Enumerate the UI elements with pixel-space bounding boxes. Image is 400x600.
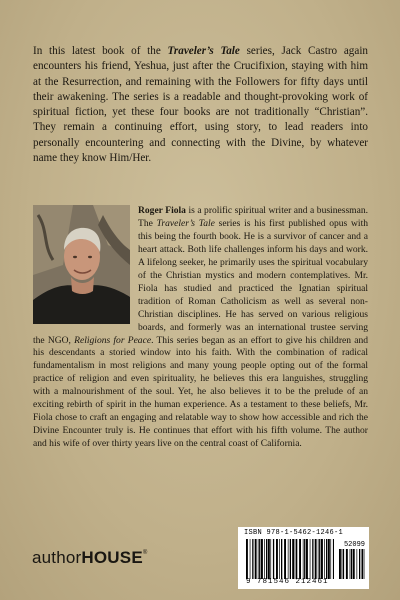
- bio-series-title: Traveler’s Tale: [156, 217, 215, 229]
- barcode-stripe: [259, 539, 260, 579]
- author-photo: [33, 205, 130, 324]
- barcode-stripe: [343, 549, 344, 579]
- publisher-logo-part1: author: [32, 548, 82, 567]
- bio-text: is a prolific spiritual writer and a businessman. The: [138, 205, 368, 229]
- barcode-stripe: [318, 539, 319, 579]
- barcode-stripe: [321, 539, 323, 579]
- barcode-stripe: [295, 539, 296, 579]
- barcode-stripe: [266, 539, 267, 579]
- barcode-stripe: [246, 539, 248, 579]
- barcode-stripe: [292, 539, 294, 579]
- barcode-stripe: [353, 549, 355, 579]
- barcode-stripe: [342, 549, 343, 579]
- barcode-stripe: [339, 549, 341, 579]
- book-blurb: [33, 44, 368, 166]
- price-code: 52099: [343, 541, 365, 549]
- bio-text-3: . This series began as an effort to give his children and his descendants a storied window into his faith. With the combination of radical fundamentalism in most religions and many young people opting out of the formal practice of religion and even spirituality, he believes this era languishes, struggling with a malnourishment of the soul. Yet, he also believes it to be the prelude of an exciting rebirth of spirit in the human experience. As a testament to these beliefs, Mr. Fiola chose to craft an engaging and relatable way to show how accessible and rich the Divine Encounter truly is. He continues that effort with his fifth volume. The author and his wife of over thirty years live on the central coast of California.: [33, 334, 368, 450]
- barcode-stripe: [261, 539, 263, 579]
- barcode-stripe: [258, 539, 259, 579]
- barcode-stripe: [284, 539, 286, 579]
- barcode-stripe: [264, 539, 265, 579]
- barcode-stripe: [333, 539, 334, 579]
- barcode-stripe: [276, 539, 278, 579]
- blurb-text-continued: series, Jack Castro again encounters his friend, Yeshua, just after the Crucifixion, staying with him at the Resurrection, and remaining with the Followers for fifty days until their awakening. The series is a readable and thought-provoking work of spiritual fiction, yet these four books are not traditionally “Christian”. They remain a continuing effort, using story, to lead readers into personally encountering and connecting with the Divine, by whatever name they know Him/Her.: [33, 45, 368, 165]
- barcode-stripe: [273, 539, 274, 579]
- publisher-logo-part2: HOUSE: [81, 548, 143, 567]
- barcode-stripe: [319, 539, 320, 579]
- ngo-name: Religions for Peace: [74, 334, 152, 346]
- barcode-stripe: [330, 539, 331, 579]
- barcode-stripe: [279, 539, 280, 579]
- barcode-stripe: [362, 549, 364, 579]
- blurb-text: In this latest book of the: [33, 45, 168, 57]
- barcode-stripe: [351, 549, 352, 579]
- barcode-stripe: [312, 539, 313, 579]
- barcode-stripe: [281, 539, 282, 579]
- barcode-stripe: [299, 539, 301, 579]
- barcode-stripe: [250, 539, 251, 579]
- price-barcode-bars: [339, 549, 365, 579]
- barcode-stripe: [359, 549, 360, 579]
- barcode-number: 9 781546 212461: [246, 578, 329, 586]
- barcode-stripe: [252, 539, 253, 579]
- barcode-stripe: [288, 539, 289, 579]
- barcode-stripe: [255, 539, 257, 579]
- barcode-stripe: [326, 539, 327, 579]
- barcode-stripe: [310, 539, 311, 579]
- bio-text-2: series is his first published opus with this being the fourth book. He is a survivor of cancer and a heart attack. Both life challenges inform his days and work. A lifelong seeker, he primarily uses the spiritual vocabulary of the Christian mystics and modern contemplatives. Mr. Fiola has studied and practiced the Ignatian spiritual tradition of Roman Catholicism as well as several non-Christian disciplines. He has served on various religious boards, and formerly was an international trustee serving the NGO,: [33, 217, 368, 346]
- barcode-stripe: [346, 549, 348, 579]
- publisher-logo: [32, 548, 148, 568]
- author-bio-section: [33, 205, 368, 451]
- barcode-stripe: [350, 549, 351, 579]
- barcode-stripe: [324, 539, 325, 579]
- isbn-barcode: [238, 527, 369, 589]
- isbn-text: ISBN 978-1-5462-1246-1: [244, 529, 344, 537]
- barcode-stripe: [268, 539, 270, 579]
- registered-mark: ®: [142, 550, 148, 556]
- barcode-stripe: [290, 539, 291, 579]
- barcode-stripe: [296, 539, 297, 579]
- barcode-stripe: [270, 539, 271, 579]
- barcode-stripe: [315, 539, 317, 579]
- barcode-stripe: [357, 549, 358, 579]
- barcode-bars: [246, 539, 334, 579]
- author-name: Roger Fiola: [138, 205, 186, 216]
- barcode-stripe: [306, 539, 308, 579]
- barcode-stripe: [304, 539, 305, 579]
- barcode-stripe: [303, 539, 304, 579]
- series-title: Traveler’s Tale: [167, 45, 240, 57]
- barcode-stripe: [328, 539, 330, 579]
